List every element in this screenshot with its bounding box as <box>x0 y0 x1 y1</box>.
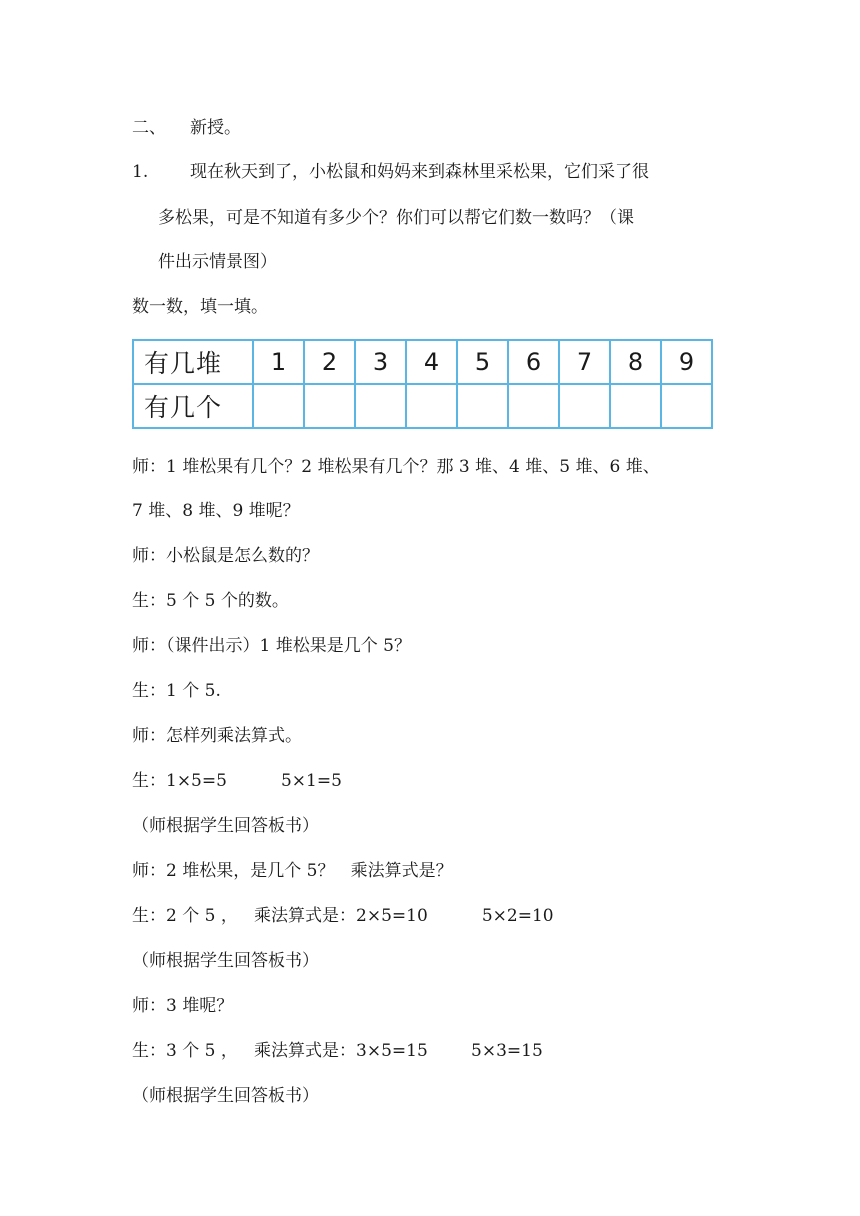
dialogue-line: （师根据学生回答板书） <box>132 816 319 836</box>
dialogue-line: 7 堆、8 堆、9 堆呢？ <box>132 501 300 521</box>
table-row-counts <box>133 384 712 428</box>
dialogue-line: 师：1 堆松果有几个？2 堆松果有几个？那 3 堆、4 堆、5 堆、6 堆、 <box>132 457 660 477</box>
row-header-counts: 有几个 <box>133 384 253 428</box>
section-title: 新授。 <box>190 118 241 138</box>
dialogue-line: 师：2 堆松果，是几个 5？ 乘法算式是？ <box>132 861 453 881</box>
table-cell-answer <box>610 384 661 428</box>
dialogue-line: 师：3 堆呢？ <box>132 996 234 1016</box>
counting-table <box>132 339 713 429</box>
dialogue-line: （师根据学生回答板书） <box>132 1086 319 1106</box>
row-header-piles: 有几堆 <box>133 340 253 384</box>
dialogue-line: 生：3 个 5 ， 乘法算式是：3×5=15 5×3=15 <box>132 1041 543 1061</box>
table-cell-number: 4 <box>406 340 457 384</box>
table-cell-answer <box>508 384 559 428</box>
dialogue-line: 生：1 个 5. <box>132 681 221 701</box>
table-cell-number: 9 <box>661 340 712 384</box>
item-number: 1. <box>132 162 149 182</box>
dialogue-line: 师：小松鼠是怎么数的？ <box>132 546 319 566</box>
count-instruction: 数一数，填一填。 <box>132 297 268 317</box>
item-text-line-1: 现在秋天到了，小松鼠和妈妈来到森林里采松果，它们采了很 <box>190 162 649 182</box>
table-cell-number: 8 <box>610 340 661 384</box>
table-cell-answer <box>559 384 610 428</box>
dialogue-line: 生：1×5=5 5×1=5 <box>132 771 342 791</box>
table-cell-number: 5 <box>457 340 508 384</box>
dialogue-line: （师根据学生回答板书） <box>132 951 319 971</box>
dialogue-line: 生：5 个 5 个的数。 <box>132 591 289 611</box>
table-cell-answer <box>406 384 457 428</box>
table-row-piles <box>133 340 712 384</box>
table-cell-answer <box>661 384 712 428</box>
table-cell-answer <box>304 384 355 428</box>
table-cell-answer <box>355 384 406 428</box>
table-cell-number: 3 <box>355 340 406 384</box>
dialogue-line: 师：（课件出示）1 堆松果是几个 5？ <box>132 636 411 656</box>
section-number: 二、 <box>132 118 166 138</box>
table-cell-number: 2 <box>304 340 355 384</box>
item-text-line-2: 多松果，可是不知道有多少个？你们可以帮它们数一数吗？（课 <box>158 208 634 228</box>
dialogue-line: 师：怎样列乘法算式。 <box>132 726 302 746</box>
table-cell-number: 6 <box>508 340 559 384</box>
dialogue-line: 生：2 个 5 ， 乘法算式是：2×5=10 5×2=10 <box>132 906 554 926</box>
table-cell-answer <box>457 384 508 428</box>
item-text-line-3: 件出示情景图） <box>158 252 277 272</box>
table-cell-number: 7 <box>559 340 610 384</box>
table-cell-answer <box>253 384 304 428</box>
table-cell-number: 1 <box>253 340 304 384</box>
